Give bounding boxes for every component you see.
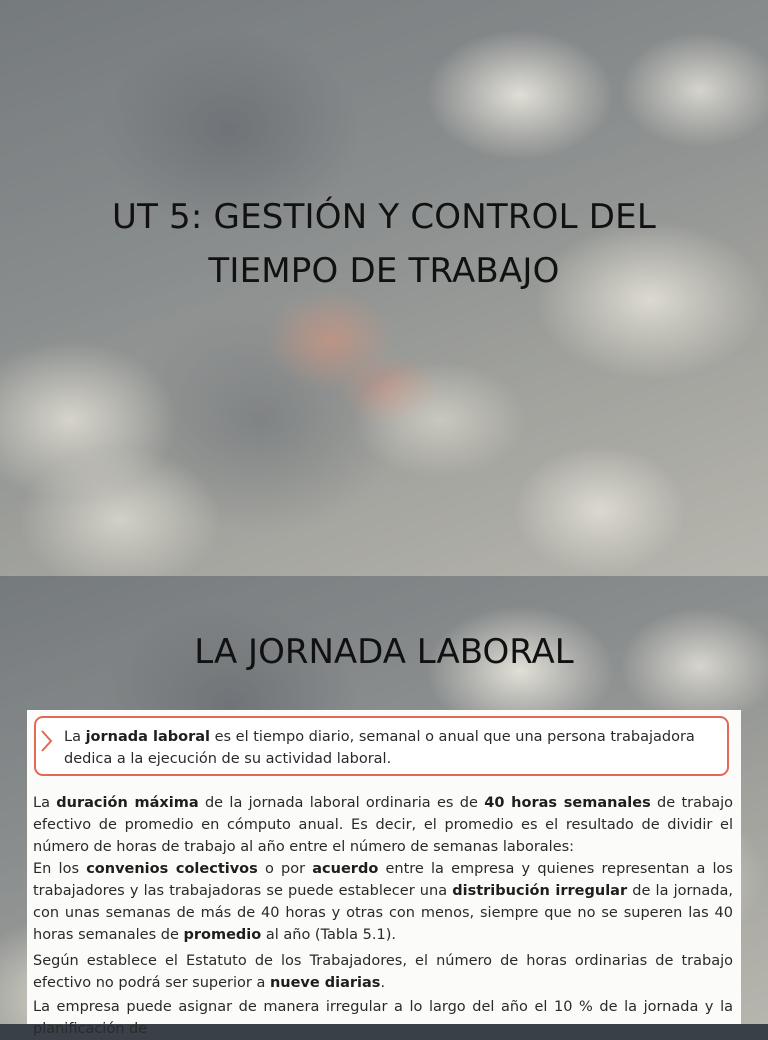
textbook-excerpt [27,710,741,1037]
paragraph-duracion-maxima: La duración máxima de la jornada laboral ordinaria es de 40 horas semanales de trabajo efectivo de promedio en cómputo anual. Es decir, el promedio es el resultado de dividir el número de horas de trabajo al año entre el número de semanas laborales: [33,795,733,855]
cover-title-line-1: UT 5: GESTIÓN Y CONTROL DEL [112,197,656,237]
slide-jornada-laboral [0,576,768,1037]
cover-title [0,190,768,298]
definition-text: La jornada laboral es el tiempo diario, semanal o anual que una persona trabajadora dedica a la ejecución de su actividad laboral. [64,729,695,767]
paragraph-distribucion: La empresa puede asignar de manera irregular a lo largo del año el 10 % de la jornada y la planificación de [33,999,733,1037]
term-jornada-laboral: jornada laboral [85,729,210,745]
paragraph-estatuto: Según establece el Estatuto de los Trabajadores, el número de horas ordinarias de trabajo efectivo no podrá ser superior a nueve diarias. [33,953,733,991]
definition-box [34,716,729,776]
cover-title-line-2: TIEMPO DE TRABAJO [208,251,560,291]
paragraph-convenios: En los convenios colectivos o por acuerdo entre la empresa y quienes representan a los trabajadores y las trabajadoras se puede establecer una distribución irregular de la jornada, con unas semanas de más de 40 horas y otras con menos, siempre que no se superen las 40 horas semanales de promedio al año (Tabla 5.1). [33,861,733,943]
slide-heading: LA JORNADA LABORAL [194,632,574,672]
chevron-right-icon [40,730,54,752]
